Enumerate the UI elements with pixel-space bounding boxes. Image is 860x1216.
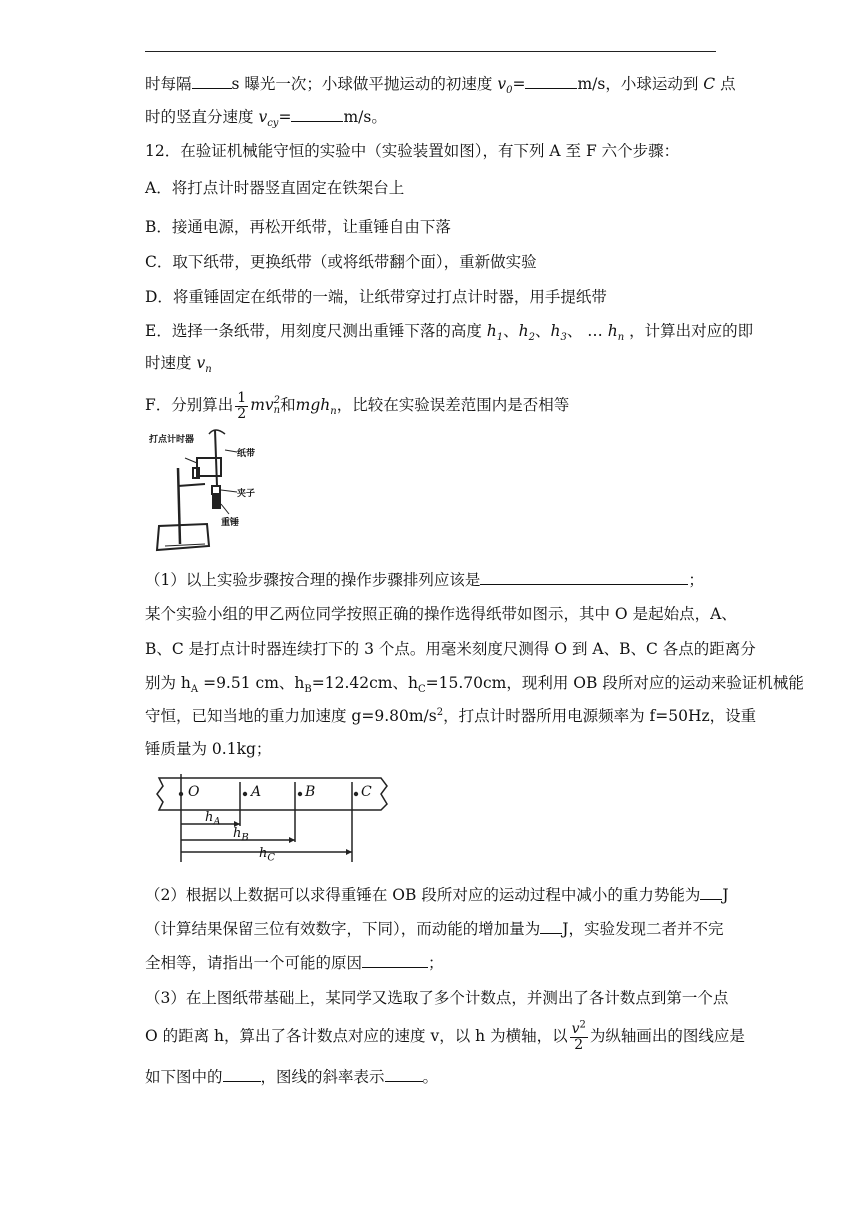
sup: 2 (273, 395, 281, 406)
sup: 2 (579, 1018, 586, 1030)
sub: 1 (496, 332, 504, 344)
text: ，计算出对应的即 (624, 322, 754, 340)
body-5: 锤质量为 0.1kg； (145, 740, 272, 758)
sub: C (267, 852, 276, 864)
body-4 (145, 706, 757, 726)
body-3 (145, 673, 804, 696)
text: = (512, 75, 526, 93)
text: 别为 h (145, 674, 191, 692)
paper-tape (215, 430, 217, 486)
sub: A (213, 816, 221, 828)
label-ha (205, 810, 221, 828)
label-hc (259, 846, 276, 864)
text: =15.70cm，现利用 OB 段所对应的运动来验证机械能 (425, 674, 804, 692)
label-b: B (305, 784, 316, 800)
text: 如下图中的 (145, 1068, 223, 1086)
var: h (607, 322, 618, 340)
var: mgh (295, 396, 331, 414)
text: … (582, 322, 608, 340)
answer-blank[interactable] (385, 1067, 423, 1082)
frac-num: v (571, 1020, 580, 1037)
answer-blank[interactable] (480, 570, 688, 585)
sub: A (190, 684, 199, 696)
text: ，比较在实验误差范围内是否相等 (336, 396, 570, 414)
text: ，打点计时器所用电源频率为 f=50Hz，设重 (443, 707, 757, 725)
answer-blank[interactable] (192, 74, 232, 89)
answer-blank[interactable] (700, 885, 722, 900)
sub: n (617, 332, 625, 344)
var: h (518, 322, 529, 340)
label-hb (233, 826, 249, 844)
sub: n (205, 364, 212, 376)
step-e-line-2 (145, 353, 720, 376)
fraction (235, 391, 248, 422)
text: J (722, 886, 729, 904)
step-b: B．接通电源，再松开纸带，让重锤自由下落 (145, 218, 451, 236)
apparatus-figure (145, 428, 275, 558)
part-1 (145, 570, 720, 590)
var: v (196, 354, 206, 372)
var: h (259, 846, 268, 861)
sub: C (417, 684, 426, 696)
var: mv (250, 396, 274, 414)
dot-c (354, 792, 358, 796)
sub: 0 (506, 85, 513, 97)
dot-b (298, 792, 302, 796)
sub: n (330, 406, 337, 418)
text: m/s，小球运动到 (577, 75, 704, 93)
body-2: B、C 是打点计时器连续打下的 3 个点。用毫米刻度尺测得 O 到 A、B、C 各点的距离分 (145, 640, 756, 658)
text: 时速度 (145, 354, 197, 372)
frac-num: 1 (237, 389, 247, 406)
label-clip: 夹子 (237, 489, 256, 499)
text: 守恒，已知当地的重力加速度 g=9.80m/s (145, 707, 437, 725)
text: 时每隔 (145, 75, 192, 93)
text: ； (688, 571, 704, 589)
text: =12.42cm、h (311, 674, 418, 692)
step-f (145, 390, 720, 422)
text: m/s。 (343, 108, 387, 126)
dot-a (243, 792, 247, 796)
step-a: A．将打点计时器竖直固定在铁架台上 (145, 179, 405, 197)
text: O 的距离 h，算出了各计数点对应的速度 v，以 h 为横轴，以 (145, 1027, 568, 1045)
part-3-line-3 (145, 1067, 720, 1087)
text: 、 (534, 322, 551, 340)
q11-line-2 (145, 107, 720, 130)
step-c: C．取下纸带，更换纸带（或将纸带翻个面），重新做实验 (145, 253, 537, 271)
sub: 3 (560, 332, 567, 344)
text: ，图线的斜率表示 (260, 1068, 385, 1086)
sub: 2 (528, 332, 535, 344)
clip (212, 486, 220, 494)
text: s 曝光一次；小球做平抛运动的初速度 (231, 75, 498, 93)
step-e-line-1 (145, 321, 754, 344)
sub: n (273, 405, 281, 416)
var: v (258, 108, 268, 126)
frac-den: 2 (237, 405, 247, 422)
sub: B (304, 684, 312, 696)
var: C (703, 75, 716, 93)
apparatus-drawing (145, 428, 275, 558)
text: （2）根据以上数据可以求得重锤在 OB 段所对应的运动过程中减小的重力势能为 (145, 886, 701, 904)
text: =9.51 cm、h (198, 674, 305, 692)
var: h (550, 322, 561, 340)
text: （计算结果保留三位有效数字，下同），而动能的增加量为 (145, 920, 541, 938)
fraction (570, 1018, 588, 1053)
text: （1）以上实验步骤按合理的操作步骤排列应该是 (145, 571, 481, 589)
text: ； (428, 954, 444, 972)
text: 点 (715, 75, 736, 93)
label-tape: 纸带 (237, 449, 256, 459)
answer-blank[interactable] (362, 953, 428, 968)
text: 、 (503, 322, 519, 340)
text: 全相等，请指出一个可能的原因 (145, 954, 363, 972)
dot-o (179, 792, 183, 796)
sup: 2 (436, 706, 444, 718)
var: v (497, 75, 507, 93)
answer-blank[interactable] (223, 1067, 261, 1082)
text: 和 (280, 396, 296, 414)
label-c: C (361, 784, 372, 800)
sub: cy (267, 118, 279, 130)
text: E．选择一条纸带，用刻度尺测出重锤下落的高度 (145, 322, 487, 340)
text: F．分别算出 (145, 396, 234, 414)
text: 时的竖直分速度 (145, 108, 259, 126)
text: 、 (566, 322, 583, 340)
part-2-line-1 (145, 885, 729, 905)
part-3-line-1: （3）在上图纸带基础上，某同学又选取了多个计数点，并测出了各计数点到第一个点 (145, 989, 729, 1007)
stand-rod (178, 468, 180, 544)
var: h (233, 826, 242, 841)
stand-base (157, 524, 209, 550)
q11-line-1 (145, 74, 736, 97)
frac-den: 2 (574, 1036, 584, 1053)
part-3-line-2 (145, 1018, 745, 1053)
weight (213, 496, 220, 508)
part-2-line-2 (145, 919, 724, 939)
part-2-line-3 (145, 953, 720, 973)
label-a: A (251, 784, 262, 800)
step-d: D．将重锤固定在纸带的一端，让纸带穿过打点计时器，用手提纸带 (145, 288, 607, 306)
label-o: O (188, 784, 200, 800)
answer-blank[interactable] (525, 74, 577, 89)
var: h (205, 810, 214, 825)
var: h (486, 322, 497, 340)
answer-blank[interactable] (291, 107, 343, 122)
text: J，实验发现二者并不完 (562, 920, 724, 938)
text: = (278, 108, 292, 126)
header-rule (145, 51, 716, 52)
q12-stem: 12．在验证机械能守恒的实验中（实验装置如图），有下列 A 至 F 六个步骤： (145, 142, 680, 160)
answer-blank[interactable] (540, 919, 562, 934)
sub: B (241, 832, 249, 844)
body-1: 某个实验小组的甲乙两位同学按照正确的操作选得纸带如图示，其中 O 是起始点，A、 (145, 605, 737, 623)
text: 为纵轴画出的图线应是 (589, 1027, 745, 1045)
label-timer: 打点计时器 (149, 435, 195, 445)
text: 。 (422, 1068, 439, 1086)
tape-figure (155, 774, 395, 866)
label-weight: 重锤 (221, 518, 240, 528)
